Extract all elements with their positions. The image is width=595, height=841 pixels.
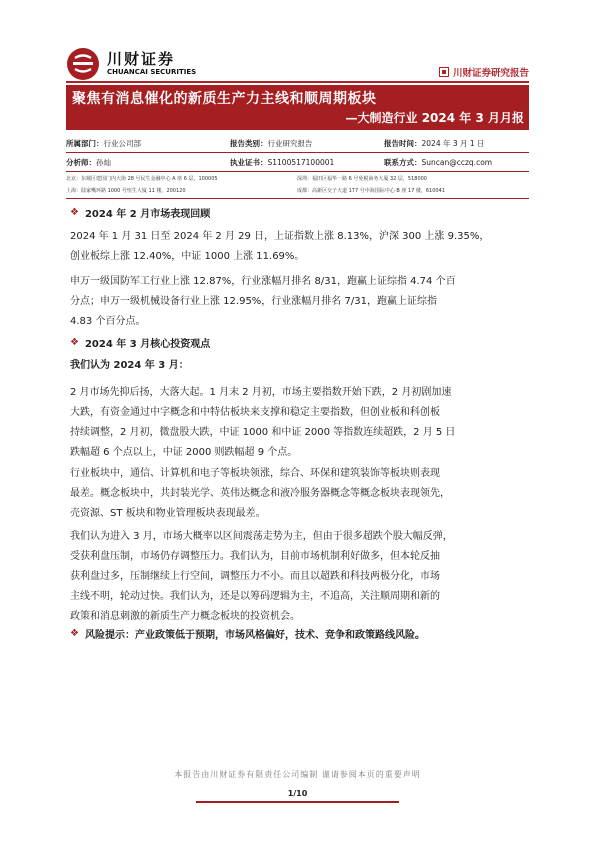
- lead-statement: [70, 356, 527, 376]
- address-row-2: [66, 187, 529, 196]
- lead-text: 我们认为 2024 年 3 月：: [70, 360, 189, 371]
- logo-chinese-name: 川财证券: [107, 50, 176, 68]
- footer-disclaimer: 本报告由川财证券有限责任公司编制 谨请参阅本页的重要声明: [174, 770, 421, 779]
- paragraph-line: 4.83 个百分点。: [70, 316, 146, 327]
- report-tag-label: 川财证券研究报告: [452, 68, 529, 79]
- meta-row-2: [66, 157, 529, 172]
- paragraph-line: 行业板块中，通信、计算机和电子等板块领涨，综合、环保和建筑装饰等板块则表现: [70, 468, 440, 479]
- contact-label: 联系方式：: [384, 158, 422, 167]
- diamond-bullet-icon: ❖: [70, 207, 79, 218]
- paragraph: [70, 527, 527, 627]
- meta-divider-1: [66, 152, 529, 153]
- address-shanghai: 上海：陆家嘴环路 1000 号恒生大厦 11 楼，200120: [66, 188, 186, 194]
- paragraph-line: 我们认为进入 3 月，市场大概率以区间震荡走势为主，但由于很多超跌个股大幅反弹，: [70, 531, 453, 542]
- paragraph: [70, 272, 527, 332]
- address-divider: [66, 198, 529, 199]
- title-banner: [66, 85, 529, 130]
- square-bullet-icon: [439, 67, 449, 77]
- paragraph-line: 受获利盘压制，市场仍存调整压力。我们认为，目前市场机制利好做多，但本轮反抽: [70, 551, 440, 562]
- report-title: 聚焦有消息催化的新质生产力主线和顺周期板块: [72, 91, 377, 107]
- diamond-bullet-icon: ❖: [70, 628, 79, 639]
- contact-email[interactable]: Suncan@cczq.com: [421, 158, 493, 167]
- paragraph-line: 2 月市场先抑后扬，大落大起。1 月末 2 月初，市场主要指数开始下跌，2 月初剧加速: [70, 387, 452, 398]
- time-value: 2024 年 3 月 1 日: [421, 139, 485, 148]
- address-beijing: 北京：东城区建国门内大街 28 号民生金融中心 A 座 6 层，100005: [66, 176, 218, 182]
- paragraph-line: 政策和消息刺激的新质生产力概念板块的投资机会。: [70, 611, 300, 622]
- report-subtitle: —大制造行业 2024 年 3 月月报: [345, 111, 524, 125]
- time-label: 报告时间：: [384, 139, 422, 148]
- paragraph-line: 申万一级国防军工行业上涨 12.87%，行业涨幅月排名 8/31，跑赢上证综指 4.74 个百: [70, 276, 456, 287]
- paragraph-line: 壳资源、ST 板块和物业管理板块表现最差。: [70, 508, 266, 519]
- header-divider: [66, 81, 529, 83]
- company-logo: [66, 47, 206, 83]
- section-heading-text: 2024 年 2 月市场表现回顾: [84, 209, 211, 220]
- paragraph: [70, 464, 527, 524]
- paragraph-line: 获利盘过多，压制继续上行空间，调整压力不小。而且以超跌和科技两极分化，市场: [70, 571, 440, 582]
- meta-row-1: [66, 138, 529, 153]
- paragraph-line: 持续调整，2 月初，微盘股大跌，中证 1000 和中证 2000 等指数连续超跌，2 月 5 日: [70, 427, 456, 438]
- paragraph-line: 分点；申万一级机械设备行业上涨 12.95%，行业涨幅月排名 7/31，跑赢上证综指: [70, 296, 437, 307]
- address-chengdu: 成都：高新区交子大道 177 号中海国际中心 B 座 17 楼，610041: [297, 188, 445, 194]
- paragraph: [70, 383, 527, 463]
- cert-value: S1100517100001: [267, 158, 335, 167]
- type-label: 报告类别：: [230, 139, 268, 148]
- diamond-bullet-icon: ❖: [70, 337, 79, 348]
- dept-value: 行业公司部: [103, 139, 141, 148]
- report-type-tag: [439, 64, 529, 80]
- paragraph-line: 主线不明，轮动过快。我们认为，还是以筹码逻辑为主，不追高，关注顺周期和新的: [70, 591, 440, 602]
- section-heading-1: [70, 205, 210, 220]
- paragraph: [70, 227, 527, 267]
- paragraph-line: 跌幅超 6 个点以上，中证 2000 则跌幅超 9 个点。: [70, 447, 298, 458]
- paragraph-line: 最差。概念板块中，共封装光学、英伟达概念和液冷服务器概念等概念板块表现领先，: [70, 488, 450, 499]
- analyst-label: 分析师：: [66, 158, 96, 167]
- analyst-value: 孙灿: [96, 158, 111, 167]
- chuancai-logo-icon: [66, 47, 100, 81]
- risk-warning: [70, 626, 425, 641]
- type-value: 行业研究报告: [267, 139, 313, 148]
- page-number: 1/10: [287, 789, 308, 798]
- section-heading-2: [70, 335, 210, 350]
- address-row-1: [66, 175, 529, 184]
- section-heading-text: 2024 年 3 月核心投资观点: [84, 339, 211, 350]
- risk-warning-text: 风险提示：产业政策低于预期，市场风格偏好，技术、竞争和政策路线风险。: [84, 630, 425, 641]
- address-shenzhen: 深圳：福田区福华一路 6 号免税商务大厦 32 层，518000: [297, 176, 427, 182]
- cert-label: 执业证书：: [230, 158, 268, 167]
- footer-divider: [196, 801, 399, 803]
- dept-label: 所属部门：: [66, 139, 104, 148]
- paragraph-line: 2024 年 1 月 31 日至 2024 年 2 月 29 日，上证指数上涨 8.13%，沪深 300 上涨 9.35%，: [70, 231, 490, 242]
- logo-english-name: CHUANCAI SECURITIES: [107, 68, 197, 76]
- paragraph-line: 创业板综上涨 12.40%，中证 1000 上涨 11.69%。: [70, 251, 305, 262]
- meta-divider-2: [66, 171, 529, 172]
- paragraph-line: 大跌，有资金通过中字概念和中特估板块来支撑和稳定主要指数，但创业板和科创板: [70, 407, 440, 418]
